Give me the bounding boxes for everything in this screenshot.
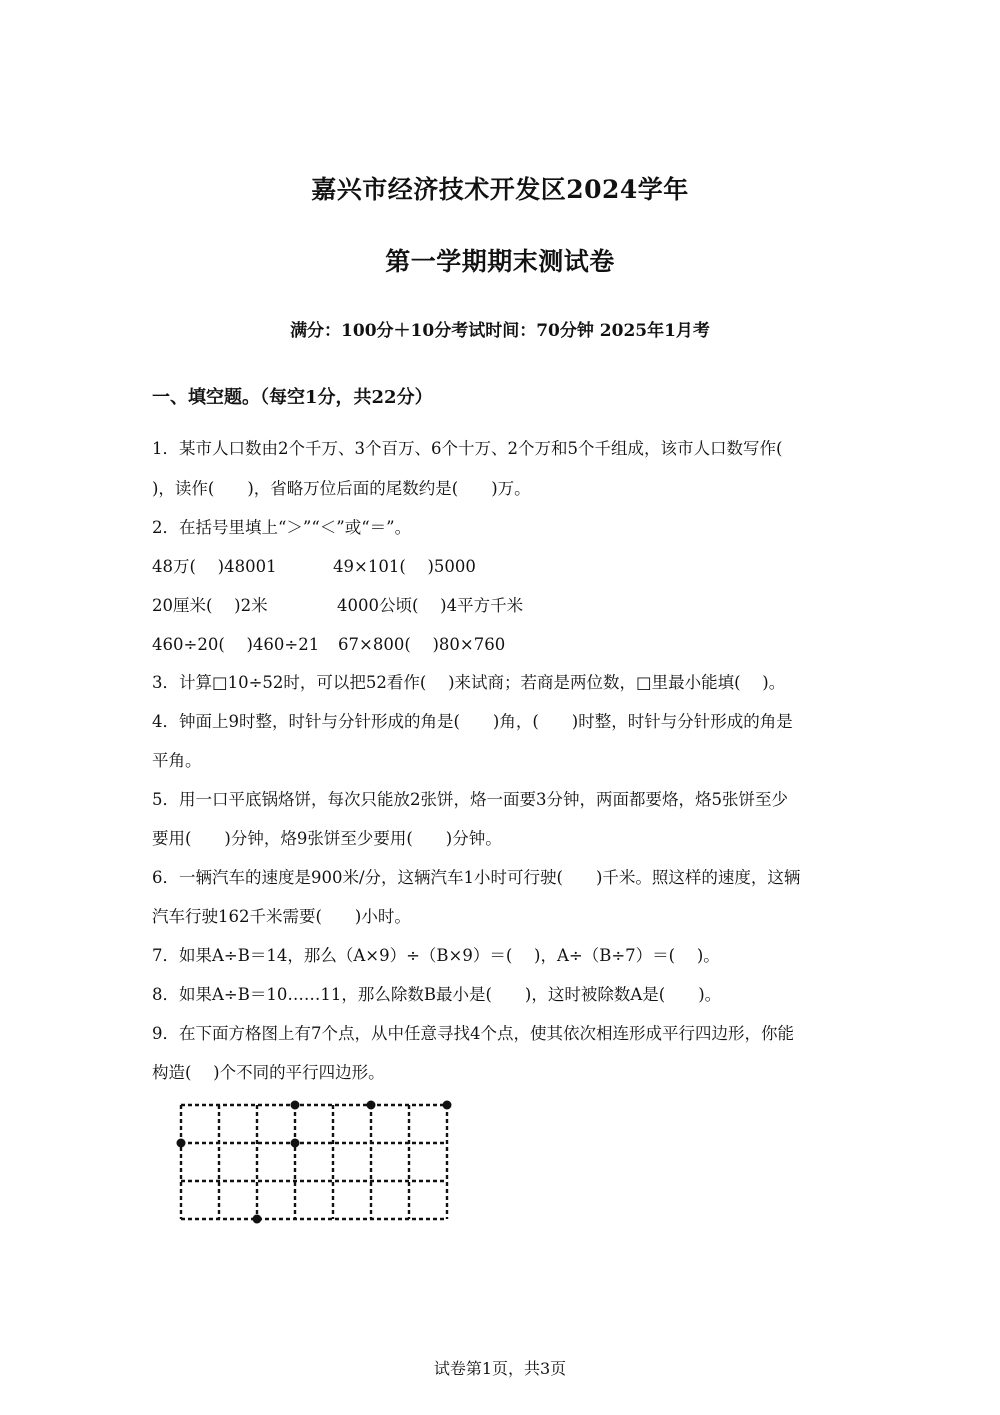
question-1-line-2: )，读作( )，省略万位后面的尾数约是( )万。 xyxy=(152,479,531,498)
grid-point xyxy=(253,1215,262,1224)
dot-grid-figure xyxy=(172,1097,462,1227)
page-footer: 试卷第1页，共3页 xyxy=(433,1359,567,1378)
exam-title-line1: 嘉兴市经济技术开发区2024学年 xyxy=(311,175,689,204)
compare-item: 20厘米( )2米 xyxy=(152,596,268,615)
grid-point xyxy=(291,1139,300,1148)
question-6-line-1: 6．一辆汽车的速度是900米/分，这辆汽车1小时可行驶( )千米。照这样的速度，这辆 xyxy=(152,868,801,887)
compare-row-2 xyxy=(152,595,852,617)
grid-point xyxy=(177,1139,186,1148)
compare-row-1 xyxy=(152,556,852,578)
compare-row-3 xyxy=(152,634,852,656)
question-1-line-1: 1．某市人口数由2个千万、3个百万、6个十万、2个万和5个千组成，该市人口数写作( xyxy=(152,439,783,458)
question-7: 7．如果A÷B＝14，那么（A×9）÷（B×9）＝( )，A÷（B÷7）＝( )。 xyxy=(152,946,720,965)
question-4-line-2: 平角。 xyxy=(152,751,202,770)
compare-item: 460÷20( )460÷21 xyxy=(152,635,320,654)
compare-item: 48万( )48001 xyxy=(152,557,277,576)
question-9-line-1: 9．在下面方格图上有7个点，从中任意寻找4个点，使其依次相连形成平行四边形，你能 xyxy=(152,1024,794,1043)
question-4-line-1: 4．钟面上9时整，时针与分针形成的角是( )角，( )时整，时针与分针形成的角是 xyxy=(152,712,793,731)
question-8: 8．如果A÷B＝10……11，那么除数B最小是( )，这时被除数A是( )。 xyxy=(152,985,722,1004)
compare-item: 4000公顷( )4平方千米 xyxy=(337,596,524,615)
question-5-line-1: 5．用一口平底锅烙饼，每次只能放2张饼，烙一面要3分钟，两面都要烙，烙5张饼至少 xyxy=(152,790,788,809)
exam-meta: 满分：100分＋10分考试时间：70分钟 2025年1月考 xyxy=(290,321,710,341)
grid-point xyxy=(291,1101,300,1110)
question-2: 2．在括号里填上“＞”“＜”或“＝”。 xyxy=(152,518,412,537)
grid-point xyxy=(367,1101,376,1110)
question-5-line-2: 要用( )分钟，烙9张饼至少要用( )分钟。 xyxy=(152,829,502,848)
grid-point xyxy=(443,1101,452,1110)
compare-item: 67×800( )80×760 xyxy=(338,635,506,654)
question-6-line-2: 汽车行驶162千米需要( )小时。 xyxy=(152,907,411,926)
section-heading: 一、填空题。（每空1分，共22分） xyxy=(152,387,433,408)
question-9-line-2: 构造( )个不同的平行四边形。 xyxy=(152,1063,385,1082)
compare-item: 49×101( )5000 xyxy=(333,557,476,576)
question-3: 3．计算□10÷52时，可以把52看作( )来试商；若商是两位数，□里最小能填( )。 xyxy=(152,673,786,692)
exam-title-line2: 第一学期期末测试卷 xyxy=(385,247,615,276)
